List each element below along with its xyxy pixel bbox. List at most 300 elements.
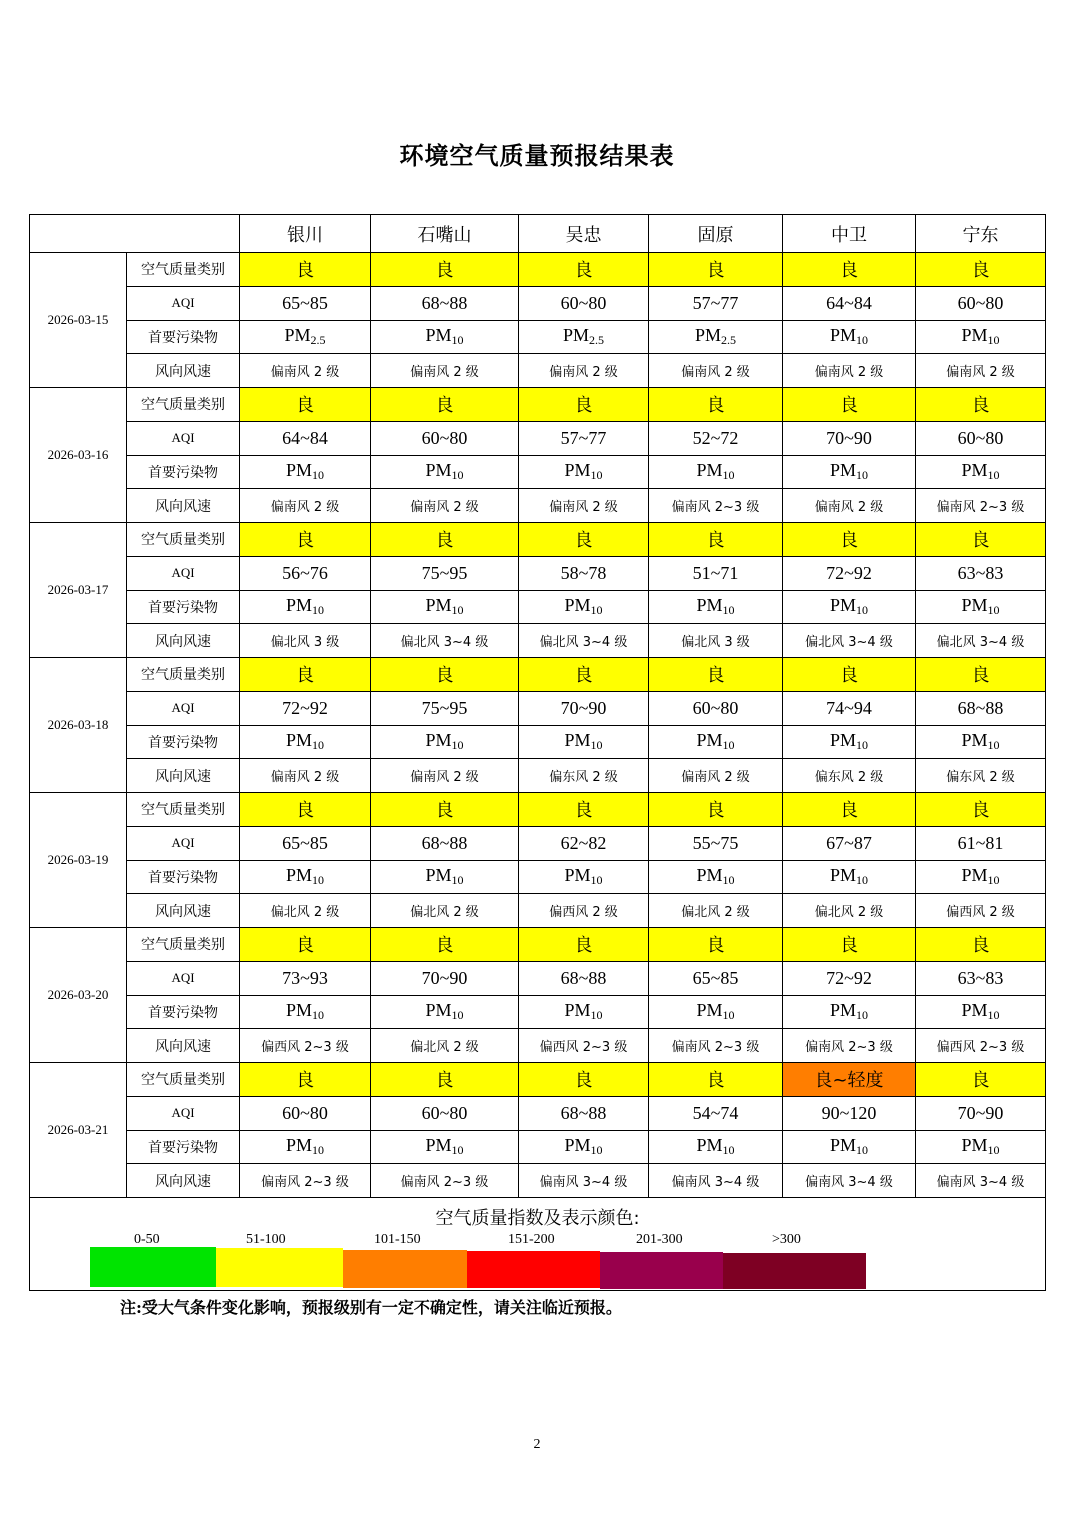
quality-category: 良 [371,793,519,827]
primary-pollutant [916,725,1046,759]
quality-category: 良 [240,1063,371,1097]
primary-pollutant [519,590,649,624]
primary-pollutant [916,590,1046,624]
wind-info: 偏北风 2 级 [649,894,783,928]
pollutant-name: PM [425,460,452,481]
wind-info: 偏东风 2 级 [916,759,1046,793]
pollutant-name: PM [564,460,591,481]
aqi-range: 65~85 [649,961,783,995]
wind-info: 偏南风 2 级 [371,489,519,523]
primary-pollutant [519,455,649,489]
legend-color-swatch [467,1251,600,1288]
forecast-row-aqi [30,286,1046,320]
pollutant-name: PM [829,865,856,886]
quality-category: 良 [371,1063,519,1097]
forecast-row-cat [30,388,1046,422]
pollutant-subscript: 10 [856,468,868,483]
pollutant-subscript: 10 [312,738,324,753]
pollutant-name: PM [961,1000,988,1021]
legend-range-label: 201-300 [636,1232,683,1247]
forecast-row-pol [30,1130,1046,1164]
primary-pollutant [240,995,371,1029]
primary-pollutant [371,320,519,354]
wind-info: 偏南风 2~3 级 [371,1164,519,1198]
pollutant-name: PM [696,1135,723,1156]
wind-info: 偏西风 2 级 [519,894,649,928]
forecast-row-cat [30,1063,1046,1097]
pollutant-subscript: 10 [312,1008,324,1023]
aqi-range: 57~77 [519,421,649,455]
pollutant-subscript: 10 [722,603,735,618]
aqi-range: 60~80 [371,421,519,455]
primary-pollutant [519,725,649,759]
wind-info: 偏北风 3~4 级 [783,624,916,658]
pollutant-name: PM [564,595,591,616]
row-label: 首要污染物 [127,1130,240,1164]
corner-cell [30,215,240,253]
quality-category: 良 [649,1063,783,1097]
legend-color-swatch [216,1248,343,1287]
wind-info: 偏西风 2~3 级 [916,1029,1046,1063]
aqi-range: 65~85 [240,826,371,860]
pollutant-name: PM [829,1000,856,1021]
forecast-date: 2026-03-21 [30,1063,127,1198]
pollutant-name: PM [961,325,988,346]
pollutant-subscript: 10 [312,468,324,483]
legend-color-swatch [90,1247,216,1287]
wind-info: 偏南风 2 级 [240,354,371,388]
aqi-range: 60~80 [519,286,649,320]
city-header: 银川 [240,215,371,253]
quality-category: 良 [649,253,783,287]
row-label: 空气质量类别 [127,388,240,422]
primary-pollutant [916,455,1046,489]
quality-category: 良 [783,523,916,557]
aqi-range: 56~76 [240,556,371,590]
aqi-range: 74~94 [783,691,916,725]
row-label: 风向风速 [127,1029,240,1063]
forecast-row-pol [30,860,1046,894]
legend-range-label: >300 [772,1232,801,1247]
forecast-date: 2026-03-17 [30,523,127,658]
aqi-range: 70~90 [916,1096,1046,1130]
row-label: 风向风速 [127,489,240,523]
wind-info: 偏南风 2 级 [649,759,783,793]
quality-category: 良 [519,388,649,422]
forecast-date: 2026-03-15 [30,253,127,388]
aqi-range: 67~87 [783,826,916,860]
quality-category: 良 [371,388,519,422]
pollutant-subscript: 10 [987,468,1000,483]
quality-category: 良 [371,253,519,287]
pollutant-name: PM [284,325,311,346]
wind-info: 偏南风 2 级 [371,759,519,793]
wind-info: 偏北风 2 级 [371,1029,519,1063]
aqi-range: 64~84 [240,421,371,455]
forecast-row-wind [30,489,1046,523]
primary-pollutant [649,320,783,354]
pollutant-subscript: 10 [590,1143,603,1158]
pollutant-name: PM [285,730,312,751]
wind-info: 偏北风 3~4 级 [916,624,1046,658]
primary-pollutant [240,1130,371,1164]
legend-range-label: 101-150 [374,1232,421,1247]
primary-pollutant [783,590,916,624]
pollutant-name: PM [285,1000,312,1021]
primary-pollutant [916,320,1046,354]
quality-category: 良 [519,523,649,557]
legend-range-label: 0-50 [134,1232,160,1247]
quality-category: 良 [371,523,519,557]
wind-info: 偏北风 3 级 [649,624,783,658]
pollutant-subscript: 10 [856,333,868,348]
wind-info: 偏南风 2~3 级 [649,1029,783,1063]
pollutant-subscript: 10 [722,873,735,888]
forecast-row-pol [30,995,1046,1029]
pollutant-subscript: 2.5 [310,333,326,348]
quality-category: 良 [371,658,519,692]
forecast-row-pol [30,725,1046,759]
primary-pollutant [916,860,1046,894]
row-label: AQI [127,961,240,995]
quality-category: 良 [240,388,371,422]
aqi-range: 70~90 [519,691,649,725]
pollutant-subscript: 10 [856,738,868,753]
quality-category: 良 [783,928,916,962]
row-label: 首要污染物 [127,320,240,354]
row-label: 空气质量类别 [127,1063,240,1097]
aqi-range: 62~82 [519,826,649,860]
legend-cell [30,1198,1046,1291]
wind-info: 偏南风 2 级 [240,489,371,523]
aqi-range: 64~84 [783,286,916,320]
pollutant-subscript: 10 [451,603,464,618]
primary-pollutant [783,725,916,759]
pollutant-name: PM [285,595,312,616]
quality-category: 良 [649,658,783,692]
primary-pollutant [783,860,916,894]
aqi-range: 60~80 [916,286,1046,320]
row-label: AQI [127,556,240,590]
forecast-date: 2026-03-18 [30,658,127,793]
page-number: 2 [533,1437,541,1452]
primary-pollutant [371,455,519,489]
pollutant-subscript: 10 [987,333,1000,348]
pollutant-name: PM [829,730,856,751]
pollutant-subscript: 10 [722,1008,735,1023]
forecast-row-aqi [30,556,1046,590]
quality-category: 良 [916,1063,1046,1097]
forecast-row-aqi [30,961,1046,995]
quality-category: 良 [916,523,1046,557]
wind-info: 偏南风 3~4 级 [649,1164,783,1198]
aqi-range: 52~72 [649,421,783,455]
pollutant-name: PM [829,595,856,616]
pollutant-name: PM [564,865,591,886]
pollutant-subscript: 10 [451,738,464,753]
quality-category: 良 [916,793,1046,827]
pollutant-subscript: 10 [590,1008,603,1023]
city-header: 宁东 [916,215,1046,253]
primary-pollutant [649,860,783,894]
pollutant-name: PM [961,595,988,616]
row-label: AQI [127,691,240,725]
pollutant-subscript: 10 [590,873,603,888]
pollutant-subscript: 10 [722,1143,735,1158]
row-label: 风向风速 [127,759,240,793]
wind-info: 偏西风 2~3 级 [240,1029,371,1063]
primary-pollutant [240,590,371,624]
row-label: 首要污染物 [127,590,240,624]
aqi-range: 68~88 [519,961,649,995]
aqi-range: 90~120 [783,1096,916,1130]
quality-category: 良 [649,388,783,422]
quality-category: 良 [240,658,371,692]
primary-pollutant [371,1130,519,1164]
wind-info: 偏南风 2~3 级 [783,1029,916,1063]
row-label: 空气质量类别 [127,658,240,692]
primary-pollutant [916,1130,1046,1164]
wind-info: 偏南风 2 级 [519,489,649,523]
aqi-range: 58~78 [519,556,649,590]
pollutant-subscript: 10 [312,1143,324,1158]
city-header: 固原 [649,215,783,253]
forecast-row-cat [30,928,1046,962]
quality-category: 良 [519,1063,649,1097]
aqi-range: 57~77 [649,286,783,320]
primary-pollutant [519,320,649,354]
aqi-range: 60~80 [649,691,783,725]
pollutant-subscript: 10 [856,1008,868,1023]
row-label: 首要污染物 [127,995,240,1029]
quality-category: 良 [240,928,371,962]
row-label: 首要污染物 [127,725,240,759]
row-label: 空气质量类别 [127,928,240,962]
aqi-range: 72~92 [240,691,371,725]
forecast-row-aqi [30,826,1046,860]
forecast-row-pol [30,320,1046,354]
quality-category: 良 [783,388,916,422]
pollutant-subscript: 10 [312,603,324,618]
wind-info: 偏南风 3~4 级 [519,1164,649,1198]
quality-category: 良 [240,253,371,287]
quality-category: 良 [916,928,1046,962]
primary-pollutant [649,995,783,1029]
legend-color-swatch [723,1253,866,1289]
aqi-range: 72~92 [783,961,916,995]
pollutant-subscript: 10 [312,873,324,888]
aqi-range: 75~95 [371,556,519,590]
row-label: 风向风速 [127,354,240,388]
pollutant-name: PM [694,325,721,346]
pollutant-name: PM [564,730,591,751]
forecast-row-wind [30,1164,1046,1198]
row-label: AQI [127,421,240,455]
primary-pollutant [649,455,783,489]
pollutant-subscript: 10 [451,333,464,348]
pollutant-name: PM [425,325,452,346]
primary-pollutant [649,1130,783,1164]
quality-category: 良 [240,523,371,557]
wind-info: 偏东风 2 级 [783,759,916,793]
pollutant-name: PM [961,460,988,481]
pollutant-name: PM [425,730,452,751]
pollutant-subscript: 10 [856,603,868,618]
wind-info: 偏南风 2 级 [649,354,783,388]
wind-info: 偏北风 2 级 [240,894,371,928]
primary-pollutant [783,320,916,354]
primary-pollutant [519,995,649,1029]
forecast-row-pol [30,590,1046,624]
primary-pollutant [916,995,1046,1029]
row-label: 空气质量类别 [127,523,240,557]
legend-color-swatch [343,1250,467,1288]
forecast-row-aqi [30,421,1046,455]
wind-info: 偏南风 3~4 级 [783,1164,916,1198]
forecast-row-cat [30,523,1046,557]
forecast-row-wind [30,1029,1046,1063]
pollutant-name: PM [961,730,988,751]
aqi-range: 63~83 [916,961,1046,995]
pollutant-subscript: 10 [856,1143,868,1158]
forecast-row-cat [30,253,1046,287]
quality-category: 良 [519,253,649,287]
wind-info: 偏南风 2 级 [371,354,519,388]
wind-info: 偏南风 2 级 [519,354,649,388]
pollutant-name: PM [562,325,589,346]
aqi-range: 55~75 [649,826,783,860]
aqi-range: 68~88 [916,691,1046,725]
aqi-range: 75~95 [371,691,519,725]
primary-pollutant [371,860,519,894]
pollutant-name: PM [425,595,452,616]
pollutant-name: PM [564,1135,591,1156]
wind-info: 偏南风 2~3 级 [916,489,1046,523]
quality-category: 良 [916,388,1046,422]
pollutant-name: PM [696,460,723,481]
wind-info: 偏北风 2 级 [783,894,916,928]
wind-info: 偏南风 2 级 [916,354,1046,388]
pollutant-subscript: 10 [987,738,1000,753]
forecast-date: 2026-03-16 [30,388,127,523]
row-label: AQI [127,286,240,320]
legend-color-swatch [600,1252,723,1289]
row-label: AQI [127,1096,240,1130]
wind-info: 偏西风 2 级 [916,894,1046,928]
quality-category: 良 [916,253,1046,287]
quality-category: 良 [649,928,783,962]
forecast-row-pol [30,455,1046,489]
pollutant-subscript: 10 [590,738,603,753]
legend-range-label: 51-100 [246,1232,286,1247]
pollutant-name: PM [961,1135,988,1156]
aqi-range: 60~80 [240,1096,371,1130]
forecast-row-aqi [30,691,1046,725]
row-label: 风向风速 [127,624,240,658]
aqi-range: 60~80 [371,1096,519,1130]
primary-pollutant [519,860,649,894]
quality-category: 良 [649,523,783,557]
aqi-range: 73~93 [240,961,371,995]
primary-pollutant [649,725,783,759]
disclaimer-note: 注:受大气条件变化影响，预报级别有一定不确定性，请关注临近预报。 [120,1298,622,1317]
forecast-date: 2026-03-20 [30,928,127,1063]
forecast-row-wind [30,894,1046,928]
pollutant-name: PM [425,1135,452,1156]
aqi-range: 54~74 [649,1096,783,1130]
forecast-date: 2026-03-19 [30,793,127,928]
forecast-row-cat [30,793,1046,827]
pollutant-subscript: 2.5 [721,333,736,348]
pollutant-name: PM [829,1135,856,1156]
pollutant-name: PM [696,865,723,886]
wind-info: 偏南风 2 级 [783,354,916,388]
primary-pollutant [240,455,371,489]
wind-info: 偏南风 3~4 级 [916,1164,1046,1198]
pollutant-name: PM [829,325,856,346]
pollutant-name: PM [961,865,988,886]
quality-category: 良 [371,928,519,962]
pollutant-subscript: 10 [987,1143,1000,1158]
aqi-range: 68~88 [519,1096,649,1130]
forecast-row-wind [30,354,1046,388]
primary-pollutant [649,590,783,624]
aqi-range: 68~88 [371,286,519,320]
pollutant-name: PM [696,595,723,616]
row-label: 风向风速 [127,894,240,928]
forecast-row-wind [30,624,1046,658]
row-label: 风向风速 [127,1164,240,1198]
aqi-range: 68~88 [371,826,519,860]
aqi-range: 51~71 [649,556,783,590]
row-label: 空气质量类别 [127,793,240,827]
wind-info: 偏北风 3~4 级 [519,624,649,658]
wind-info: 偏北风 3 级 [240,624,371,658]
aqi-range: 70~90 [371,961,519,995]
aqi-range: 63~83 [916,556,1046,590]
quality-category: 良 [649,793,783,827]
wind-info: 偏西风 2~3 级 [519,1029,649,1063]
pollutant-subscript: 10 [451,873,464,888]
wind-info: 偏南风 2 级 [240,759,371,793]
quality-category: 良 [783,253,916,287]
primary-pollutant [783,1130,916,1164]
wind-info: 偏南风 2~3 级 [240,1164,371,1198]
pollutant-name: PM [425,1000,452,1021]
legend-title: 空气质量指数及表示颜色: [435,1208,640,1229]
forecast-row-aqi [30,1096,1046,1130]
pollutant-subscript: 10 [590,603,603,618]
quality-category: 良~轻度 [783,1063,916,1097]
forecast-row-cat [30,658,1046,692]
pollutant-name: PM [425,865,452,886]
legend-row [30,1198,1046,1291]
quality-category: 良 [519,928,649,962]
primary-pollutant [519,1130,649,1164]
pollutant-name: PM [285,865,312,886]
primary-pollutant [371,590,519,624]
forecast-table [29,214,1046,1291]
primary-pollutant [783,455,916,489]
city-header: 中卫 [783,215,916,253]
row-label: 空气质量类别 [127,253,240,287]
quality-category: 良 [783,658,916,692]
page-title: 环境空气质量预报结果表 [399,141,675,170]
wind-info: 偏南风 2~3 级 [649,489,783,523]
primary-pollutant [240,860,371,894]
quality-category: 良 [916,658,1046,692]
row-label: 首要污染物 [127,860,240,894]
